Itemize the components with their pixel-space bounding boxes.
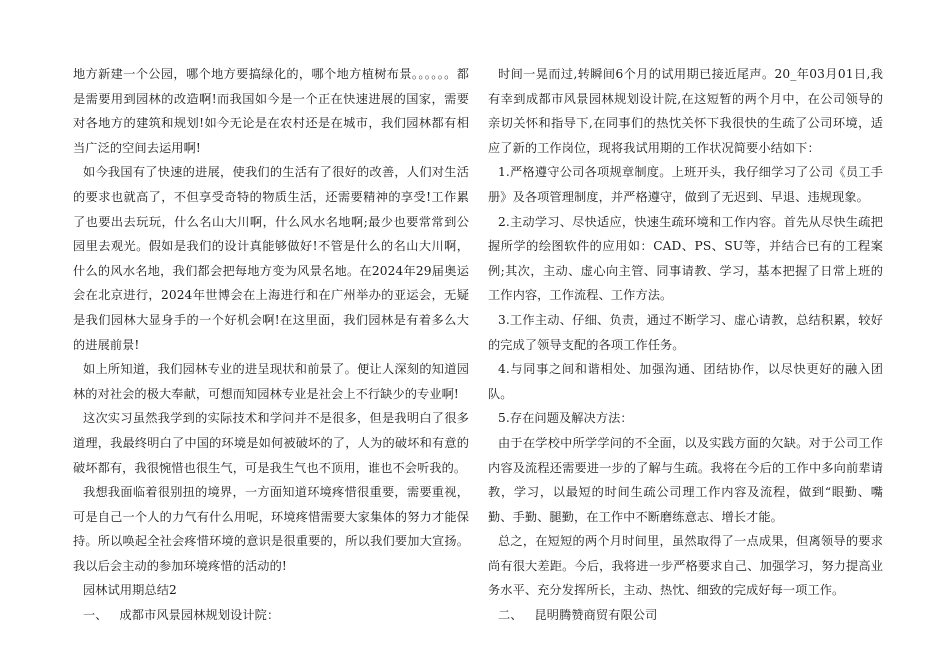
subsection-heading: 二、 昆明腾赞商贸有限公司: [498, 608, 658, 623]
paragraph: 我想我面临着很别扭的境界，一方面知道环境疼惜很重要，需要重视，可是自己一个人的力气有什么用呢，环境疼惜需要大家集体的努力才能保持。所以唤起全社会疼惜环境的意识是很重要的，所以我们要加大宣扬。我以后会主动的参加环境疼惜的活动的!: [73, 485, 469, 573]
paragraph: 如上所知道，我们园林专业的进呈现状和前景了。便让人深刻的知道园林的对社会的极大奉献，可想而知园林专业是社会上不行缺少的专业啊!: [73, 362, 469, 401]
list-item: 3.工作主动、仔细、负责，通过不断学习、虚心请教，总结积累，较好的完成了领导支配的各项工作任务。: [488, 312, 883, 352]
section-heading: 园林试用期总结2: [83, 583, 177, 598]
subsection-heading: 一、 成都市风景园林规划设计院：: [83, 608, 280, 623]
left-column: [73, 62, 469, 628]
list-item: 4.与同事之间和谐相处、加强沟通、团结协作，以尽快更好的融入团队。: [488, 362, 883, 401]
list-item: 2.主动学习、尽快适应，快速生疏环境和工作内容。首先从尽快生疏把握所学的绘图软件的应用如：CAD、PS、SU等，并结合已有的工程案例;其次，主动、虚心向主管、同事请教、学习，基本把握了日常上班的工作内容，工作流程、工作方法。: [488, 214, 883, 303]
right-column: [488, 62, 883, 628]
paragraph: 由于在学校中所学学问的不全面，以及实践方面的欠缺。对于公司工作内容及流程还需要进一步的了解与生疏。我将在今后的工作中多向前辈请教，学习，以最短的时间生疏公司理工作内容及流程，做到“眼勤、嘴勤、手勤、腿勤，在工作中不断磨练意志、增长才能。: [488, 435, 883, 524]
paragraph: 如今我国有了快速的进展，使我们的生活有了很好的改善，人们对生活的要求也就高了，不但享受奇特的物质生活，还需要精神的享受!工作累了也要出去玩玩，什么名山大川啊，什么风水名地啊;最少也要常常到公园里去观光。假如是我们的设计真能够做好!不管是什么的名山大川啊，什么的风水名地，我们都会把每地方变为风景名地。在2024年29届奥运会在北京进行，2024年世博会在上海进行和在广州举办的亚运会，无疑是我们园林大显身手的一个好机会啊!在这里面，我们园林是有着多么大的进展前景!: [73, 165, 469, 352]
list-item: 5.存在问题及解决方法：: [498, 411, 633, 426]
paragraph: 时间一晃而过,转瞬间6个月的试用期已接近尾声。20_年03月01日,我有幸到成都市风景园林规划设计院,在这短暂的两个月中，在公司领导的亲切关怀和指导下,在同事们的热忱关怀下我很快的生疏了公司环境，适应了新的工作岗位，现将我试用期的工作状况简要小结如下：: [488, 67, 883, 155]
paragraph: 这次实习虽然我学到的实际技术和学问并不是很多，但是我明白了很多道理，我最终明白了中国的环境是如何被破坏的了，人为的破坏和有意的破坏都有，我很惋惜也很生气，可是我生气也不顶用，谁也不会听我的。: [73, 411, 469, 475]
list-item: 1.严格遵守公司各项规章制度。上班开头，我仔细学习了公司《员工手册》及各项管理制度，并严格遵守，做到了无迟到、早退、违规现象。: [488, 165, 883, 204]
paragraph: 地方新建一个公园，哪个地方要搞绿化的，哪个地方植树布景。。。。。。都是需要用到园林的改造啊!而我国如今是一个正在快速进展的国家，需要对各地方的建筑和规划!如今无论是在农村还是在城市，我们园林都有相当广泛的空间去运用啊!: [73, 67, 469, 155]
paragraph: 总之，在短短的两个月时间里，虽然取得了一点成果，但离领导的要求尚有很大差距。今后，我将进一步严格要求自己、加强学习，努力提高业务水平、充分发挥所长，主动、热忱、细致的完成好每一项工作。: [488, 534, 883, 598]
